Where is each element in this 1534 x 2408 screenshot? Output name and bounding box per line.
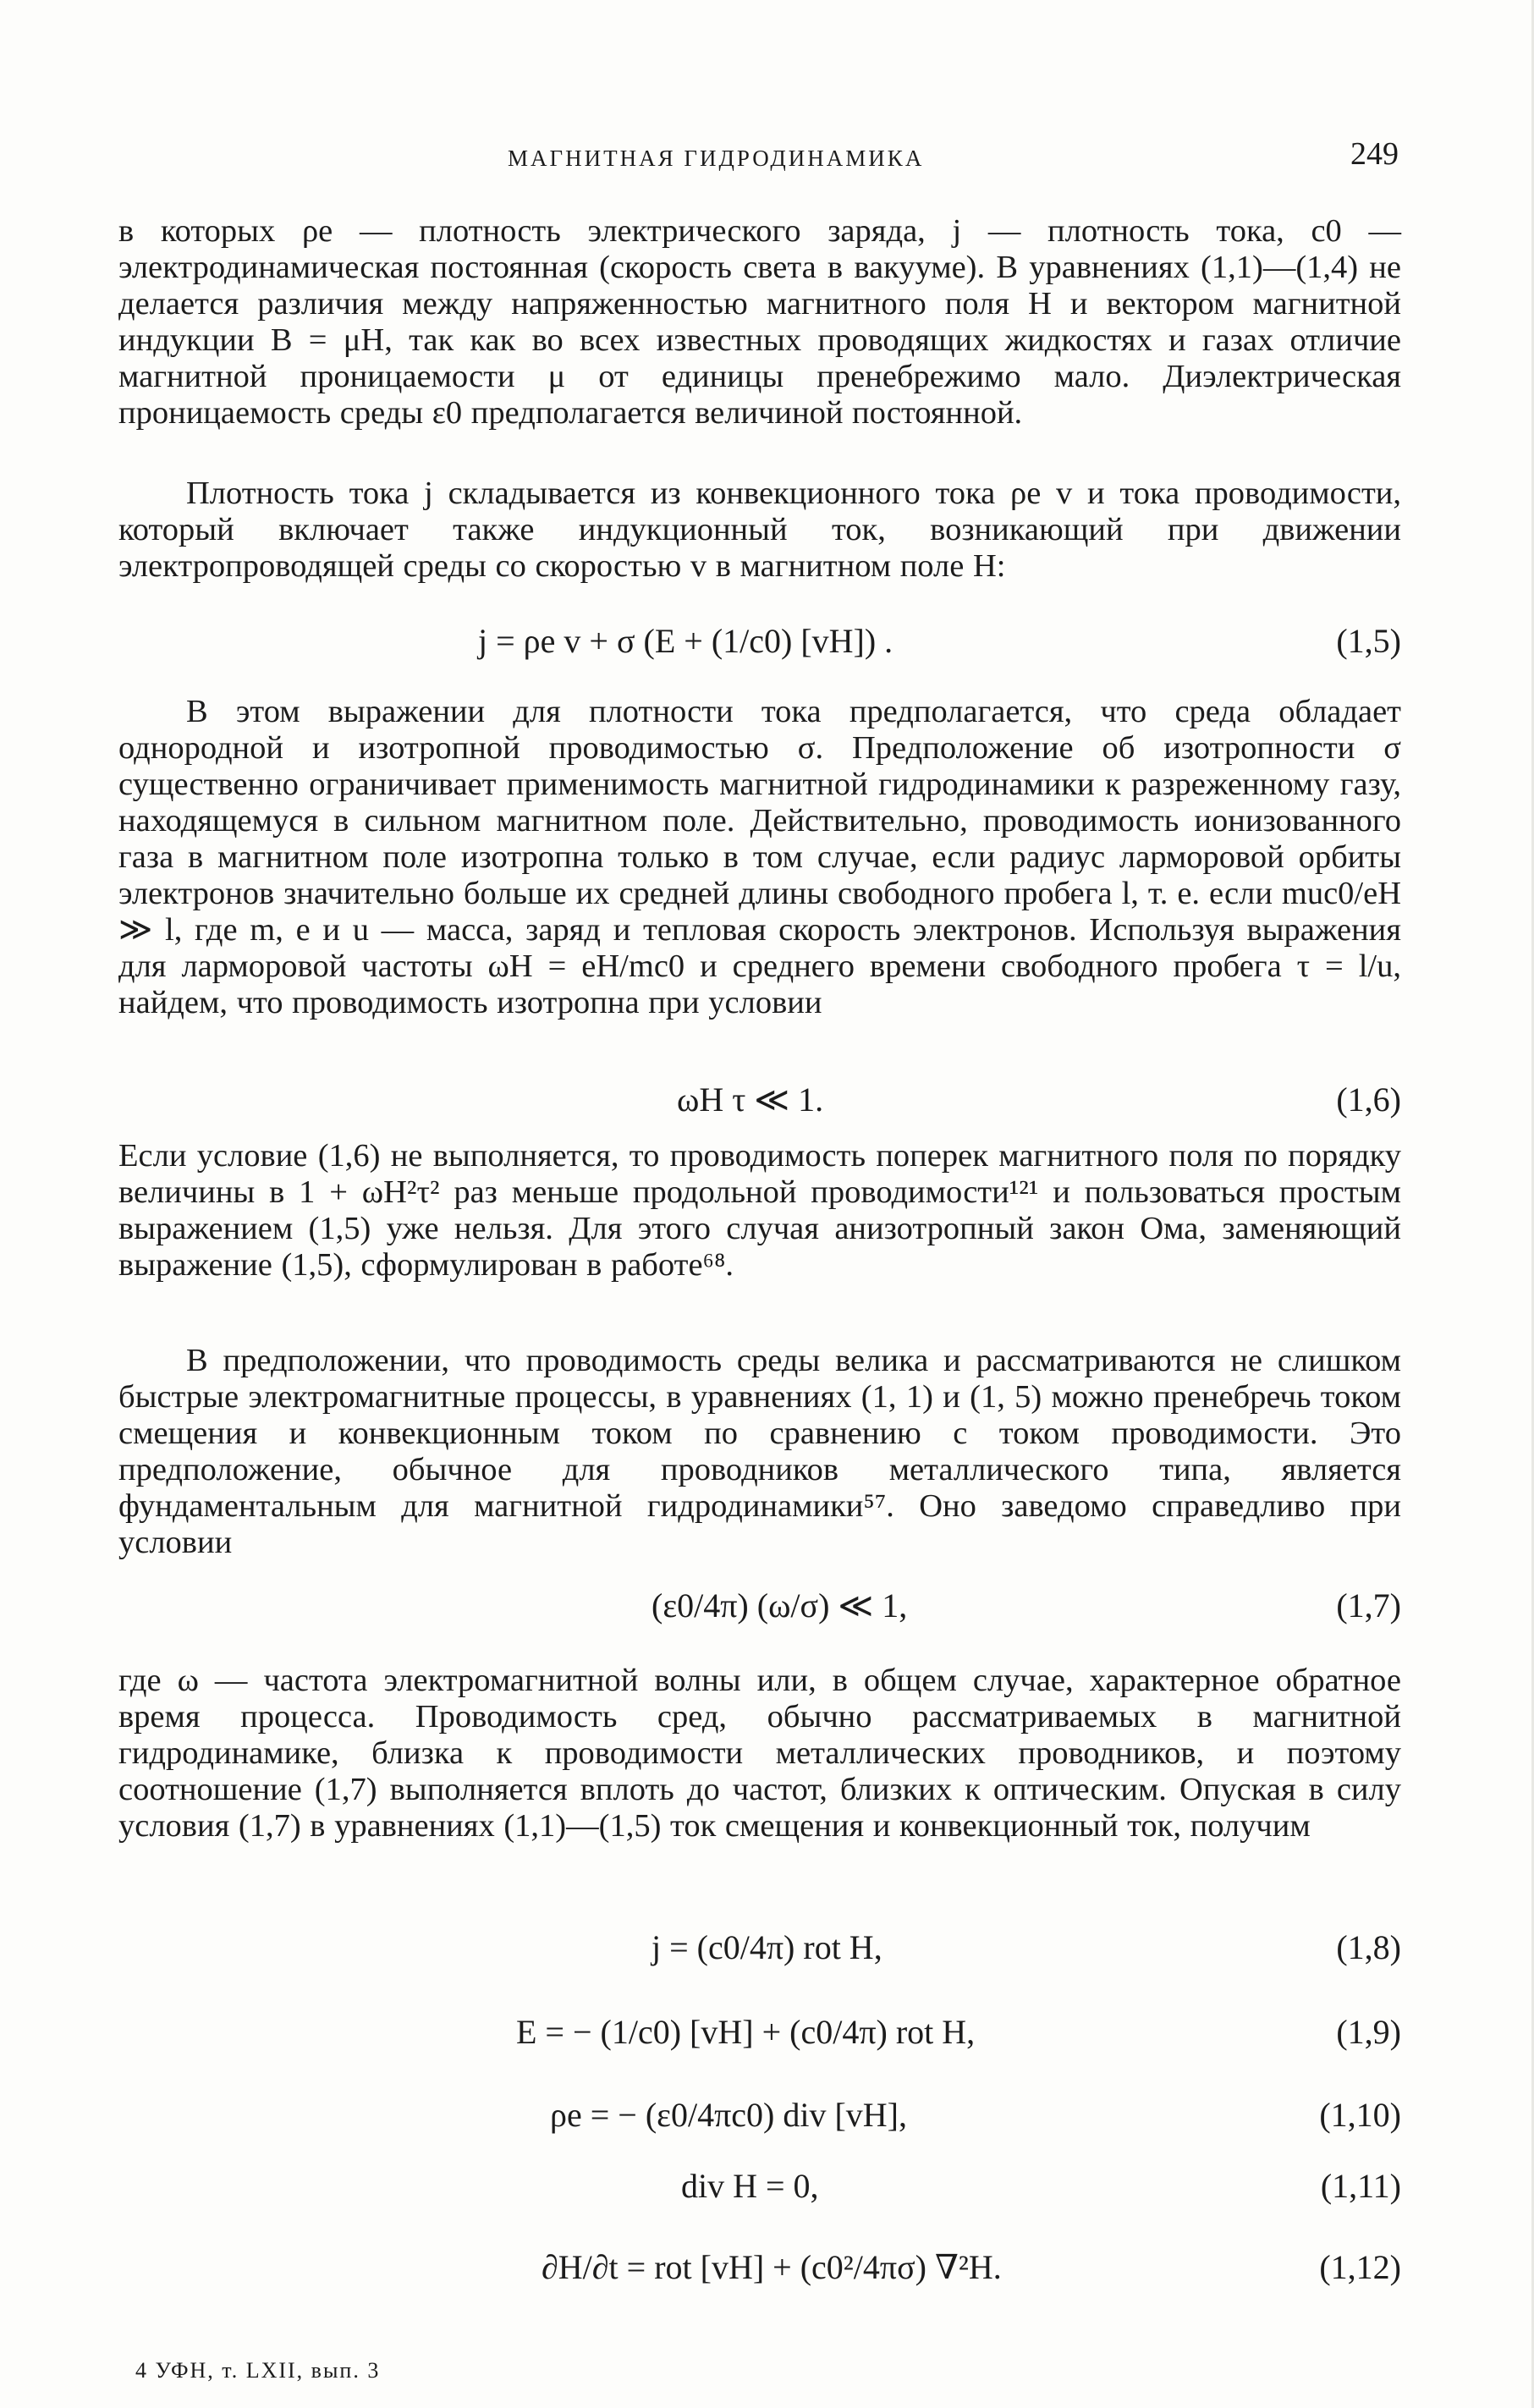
equation-1-9 [118, 2007, 1401, 2058]
equation-1-5 [118, 616, 1401, 667]
equation-expression: ∂H/∂t = rot [vH] + (c0²/4πσ) ∇²H. [542, 2248, 1002, 2286]
paragraph-1 [118, 213, 1401, 432]
equation-number: (1,7) [1336, 1586, 1401, 1625]
equation-expression: ρe = − (ε0/4πc0) div [vH], [550, 2096, 907, 2134]
paragraph-2 [118, 476, 1401, 585]
paragraph-text: Плотность тока j складывается из конвекционного тока ρe v и тока проводимости, который включает также индукционный ток, возникающий при движении электропроводящей среды со скоростью v в магнитном поле H: [118, 476, 1401, 584]
paragraph-5 [118, 1343, 1401, 1561]
running-title: МАГНИТНАЯ ГИДРОДИНАМИКА [508, 146, 925, 171]
equation-expression: (ε0/4π) (ω/σ) ≪ 1, [652, 1586, 908, 1625]
equation-1-11 [118, 2161, 1401, 2212]
paragraph-text: В предположении, что проводимость среды велика и рассматриваются не слишком быстрые электромагнитные процессы, в уравнениях (1, 1) и (1, 5) можно пренебречь током смещения и конвекционным током по сравнению с током проводимости. Это предположение, обычное для проводников металлического типа, является фундаментальным для магнитной гидродинамики⁵⁷. Оно заведомо справедливо при условии [118, 1343, 1401, 1560]
paragraph-text: где ω — частота электромагнитной волны или, в общем случае, характерное обратное время процесса. Проводимость сред, обычно рассматриваемых в магнитной гидродинамике, близка к проводимости металлических проводников, и поэтому соотношение (1,7) выполняется вплоть до частот, близких к оптическим. Опуская в силу условия (1,7) в уравнениях (1,1)—(1,5) ток смещения и конвекционный ток, получим [118, 1663, 1401, 1844]
paragraph-6 [118, 1663, 1401, 1844]
paragraph-text: В этом выражении для плотности тока предполагается, что среда обладает однородной и изотропной проводимостью σ. Предположение об изотропности σ существенно ограничивает применимость магнитной гидродинамики к разреженному газу, находящемуся в сильном магнитном поле. Действительно, проводимость ионизованного газа в магнитном поле изотропна только в том случае, если радиус ларморовой орбиты электронов значительно больше их средней длины свободного пробега l, т. е. если muc0/eH ≫ l, где m, e и u — масса, заряд и тепловая скорость электронов. Используя выражения для ларморовой частоты ωH = eH/mc0 и среднего времени свободного пробега τ = l/u, найдем, что проводимость изотропна при условии [118, 694, 1401, 1020]
equation-number: (1,5) [1336, 622, 1401, 660]
equation-number: (1,11) [1320, 2167, 1401, 2205]
equation-expression: j = ρe v + σ (E + (1/c0) [vH]) . [478, 622, 893, 660]
paragraph-4 [118, 1138, 1401, 1284]
page-number: 249 [1350, 136, 1399, 172]
equation-expression: j = (c0/4π) rot H, [652, 1928, 882, 1966]
equation-number: (1,8) [1336, 1928, 1401, 1966]
equation-1-10 [118, 2090, 1401, 2141]
equation-expression: ωH τ ≪ 1. [677, 1080, 824, 1119]
equation-expression: E = − (1/c0) [vH] + (c0/4π) rot H, [516, 2013, 976, 2051]
equation-number: (1,12) [1319, 2248, 1401, 2286]
equation-1-6 [118, 1075, 1401, 1125]
paragraph-text: в которых ρe — плотность электрического заряда, j — плотность тока, c0 — электродинамическая постоянная (скорость света в вакууме). В уравнениях (1,1)—(1,4) не делается различия между напряженностью магнитного поля H и вектором магнитной индукции B = μH, так как во всех известных проводящих жидкостях и газах отличие магнитной проницаемости μ от единицы пренебрежимо мало. Диэлектрическая проницаемость среды ε0 предполагается величиной постоянной. [118, 213, 1401, 431]
paragraph-3 [118, 694, 1401, 1021]
equation-number: (1,10) [1319, 2096, 1401, 2134]
equation-1-12 [118, 2242, 1401, 2293]
footer-signature: 4 УФН, т. LXII, вып. 3 [135, 2358, 381, 2383]
equation-expression: div H = 0, [681, 2167, 819, 2205]
equation-number: (1,9) [1336, 2013, 1401, 2051]
equation-1-7 [118, 1581, 1401, 1631]
paragraph-text: Если условие (1,6) не выполняется, то проводимость поперек магнитного поля по порядку величины в 1 + ωH²τ² раз меньше продольной проводимости¹²¹ и пользоваться простым выражением (1,5) уже нельзя. Для этого случая анизотропный закон Ома, заменяющий выражение (1,5), сформулирован в работе⁶⁸. [118, 1138, 1401, 1283]
equation-number: (1,6) [1336, 1080, 1401, 1119]
equation-1-8 [118, 1922, 1401, 1973]
